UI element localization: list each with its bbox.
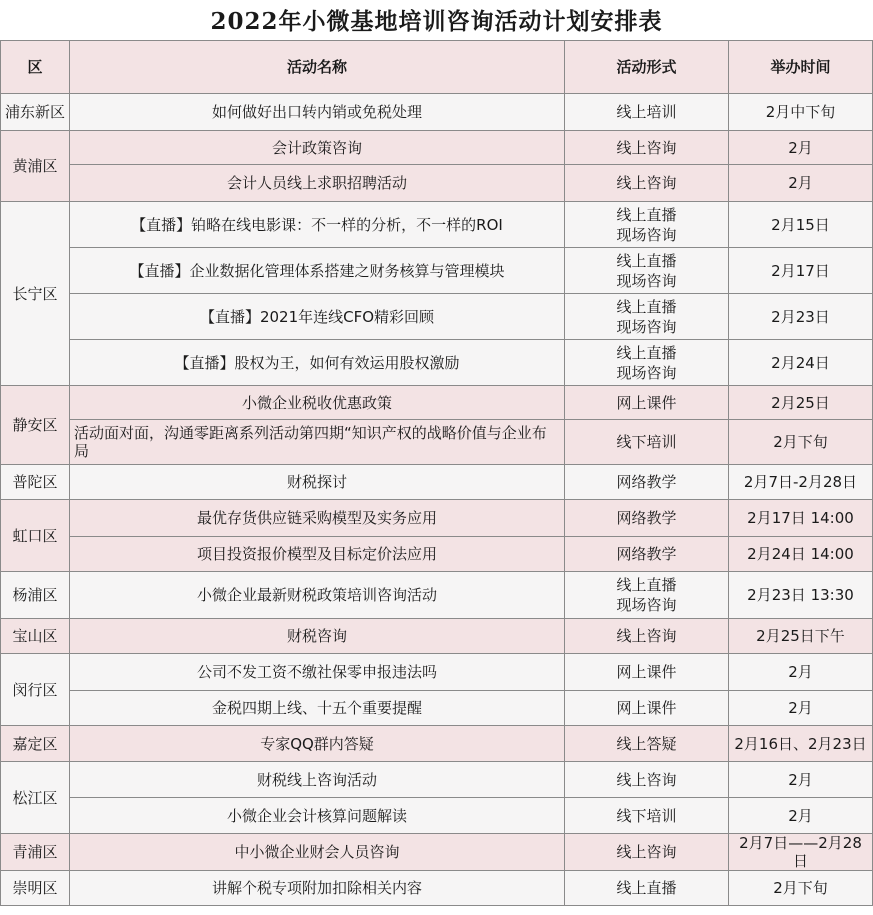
page-title: 2022年小微基地培训咨询活动计划安排表: [210, 8, 663, 35]
activity-name-cell: 小微企业会计核算问题解读: [70, 798, 565, 834]
district-cell: 静安区: [1, 386, 70, 465]
table-body: [1, 94, 873, 906]
activity-name-cell: 【直播】股权为王，如何有效运用股权激励: [70, 340, 565, 386]
activity-name-cell: 讲解个税专项附加扣除相关内容: [70, 871, 565, 906]
table-row: [1, 340, 873, 386]
schedule-time-cell: 2月7日-2月28日: [729, 465, 873, 500]
table-row: [1, 798, 873, 834]
activity-form-cell: 网络教学: [565, 537, 729, 572]
activity-form-cell: 网上课件: [565, 386, 729, 420]
district-cell: 长宁区: [1, 202, 70, 386]
table-row: [1, 726, 873, 762]
activity-name-cell: 小微企业最新财税政策培训咨询活动: [70, 572, 565, 619]
activity-form-cell: 网络教学: [565, 500, 729, 537]
district-cell: 崇明区: [1, 871, 70, 906]
activity-form-cell: 线上培训: [565, 94, 729, 131]
activity-name-cell: 公司不发工资不缴社保零申报违法吗: [70, 654, 565, 691]
table-row: [1, 94, 873, 131]
header-schedule-time: 举办时间: [729, 41, 873, 94]
table-row: [1, 691, 873, 726]
activity-form-cell: 线上咨询: [565, 619, 729, 654]
table-row: [1, 248, 873, 294]
district-cell: 嘉定区: [1, 726, 70, 762]
schedule-time-cell: 2月中下旬: [729, 94, 873, 131]
activity-name-cell: 中小微企业财会人员咨询: [70, 834, 565, 871]
schedule-time-cell: 2月下旬: [729, 871, 873, 906]
schedule-time-cell: 2月下旬: [729, 420, 873, 465]
table-row: [1, 654, 873, 691]
table-header-row: [1, 41, 873, 94]
activity-form-cell: 线上直播 现场咨询: [565, 572, 729, 619]
activity-schedule-table: [0, 40, 873, 906]
schedule-time-cell: 2月25日: [729, 386, 873, 420]
district-cell: 虹口区: [1, 500, 70, 572]
activity-name-cell: 会计人员线上求职招聘活动: [70, 165, 565, 202]
activity-form-cell: 线上直播 现场咨询: [565, 202, 729, 248]
activity-name-cell: 小微企业税收优惠政策: [70, 386, 565, 420]
activity-name-cell: 【直播】企业数据化管理体系搭建之财务核算与管理模块: [70, 248, 565, 294]
activity-name-cell: 财税咨询: [70, 619, 565, 654]
activity-name-cell: 活动面对面，沟通零距离系列活动第四期“知识产权的战略价值与企业布局: [70, 420, 565, 465]
district-cell: 闵行区: [1, 654, 70, 726]
district-cell: 浦东新区: [1, 94, 70, 131]
activity-form-cell: 网络教学: [565, 465, 729, 500]
activity-form-cell: 线下培训: [565, 798, 729, 834]
activity-form-cell: 线上咨询: [565, 131, 729, 165]
district-cell: 松江区: [1, 762, 70, 834]
table-row: [1, 834, 873, 871]
district-cell: 黄浦区: [1, 131, 70, 202]
table-row: [1, 465, 873, 500]
activity-form-cell: 线上直播: [565, 871, 729, 906]
activity-name-cell: 财税探讨: [70, 465, 565, 500]
table-row: [1, 386, 873, 420]
schedule-time-cell: 2月: [729, 691, 873, 726]
header-activity-name: 活动名称: [70, 41, 565, 94]
activity-name-cell: 会计政策咨询: [70, 131, 565, 165]
table-row: [1, 165, 873, 202]
table-row: [1, 294, 873, 340]
schedule-time-cell: 2月24日 14:00: [729, 537, 873, 572]
activity-name-cell: 最优存货供应链采购模型及实务应用: [70, 500, 565, 537]
activity-name-cell: 金税四期上线、十五个重要提醒: [70, 691, 565, 726]
district-cell: 普陀区: [1, 465, 70, 500]
district-cell: 宝山区: [1, 619, 70, 654]
schedule-time-cell: 2月: [729, 165, 873, 202]
schedule-time-cell: 2月16日、2月23日: [729, 726, 873, 762]
table-row: [1, 572, 873, 619]
table-row: [1, 202, 873, 248]
activity-name-cell: 项目投资报价模型及目标定价法应用: [70, 537, 565, 572]
activity-form-cell: 线上直播 现场咨询: [565, 340, 729, 386]
activity-form-cell: 线上咨询: [565, 834, 729, 871]
table-row: [1, 420, 873, 465]
activity-form-cell: 网上课件: [565, 691, 729, 726]
activity-name-cell: 专家QQ群内答疑: [70, 726, 565, 762]
activity-form-cell: 线上直播 现场咨询: [565, 294, 729, 340]
schedule-time-cell: 2月17日: [729, 248, 873, 294]
district-cell: 青浦区: [1, 834, 70, 871]
table-row: [1, 537, 873, 572]
table-row: [1, 762, 873, 798]
schedule-time-cell: 2月25日下午: [729, 619, 873, 654]
activity-name-cell: 【直播】铂略在线电影课：不一样的分析，不一样的ROI: [70, 202, 565, 248]
schedule-time-cell: 2月17日 14:00: [729, 500, 873, 537]
activity-form-cell: 线上答疑: [565, 726, 729, 762]
schedule-time-cell: 2月: [729, 798, 873, 834]
schedule-time-cell: 2月: [729, 654, 873, 691]
table-row: [1, 871, 873, 906]
table-row: [1, 131, 873, 165]
schedule-time-cell: 2月23日: [729, 294, 873, 340]
table-row: [1, 500, 873, 537]
activity-form-cell: 线下培训: [565, 420, 729, 465]
activity-form-cell: 网上课件: [565, 654, 729, 691]
header-activity-form: 活动形式: [565, 41, 729, 94]
schedule-time-cell: 2月23日 13:30: [729, 572, 873, 619]
district-cell: 杨浦区: [1, 572, 70, 619]
schedule-time-cell: 2月: [729, 131, 873, 165]
activity-name-cell: 【直播】2021年连线CFO精彩回顾: [70, 294, 565, 340]
activity-name-cell: 如何做好出口转内销或免税处理: [70, 94, 565, 131]
schedule-time-cell: 2月15日: [729, 202, 873, 248]
table-row: [1, 619, 873, 654]
activity-name-cell: 财税线上咨询活动: [70, 762, 565, 798]
schedule-time-cell: 2月: [729, 762, 873, 798]
activity-form-cell: 线上咨询: [565, 762, 729, 798]
schedule-time-cell: 2月24日: [729, 340, 873, 386]
schedule-time-cell: 2月7日——2月28日: [729, 834, 873, 871]
header-district: 区: [1, 41, 70, 94]
activity-form-cell: 线上咨询: [565, 165, 729, 202]
activity-form-cell: 线上直播 现场咨询: [565, 248, 729, 294]
